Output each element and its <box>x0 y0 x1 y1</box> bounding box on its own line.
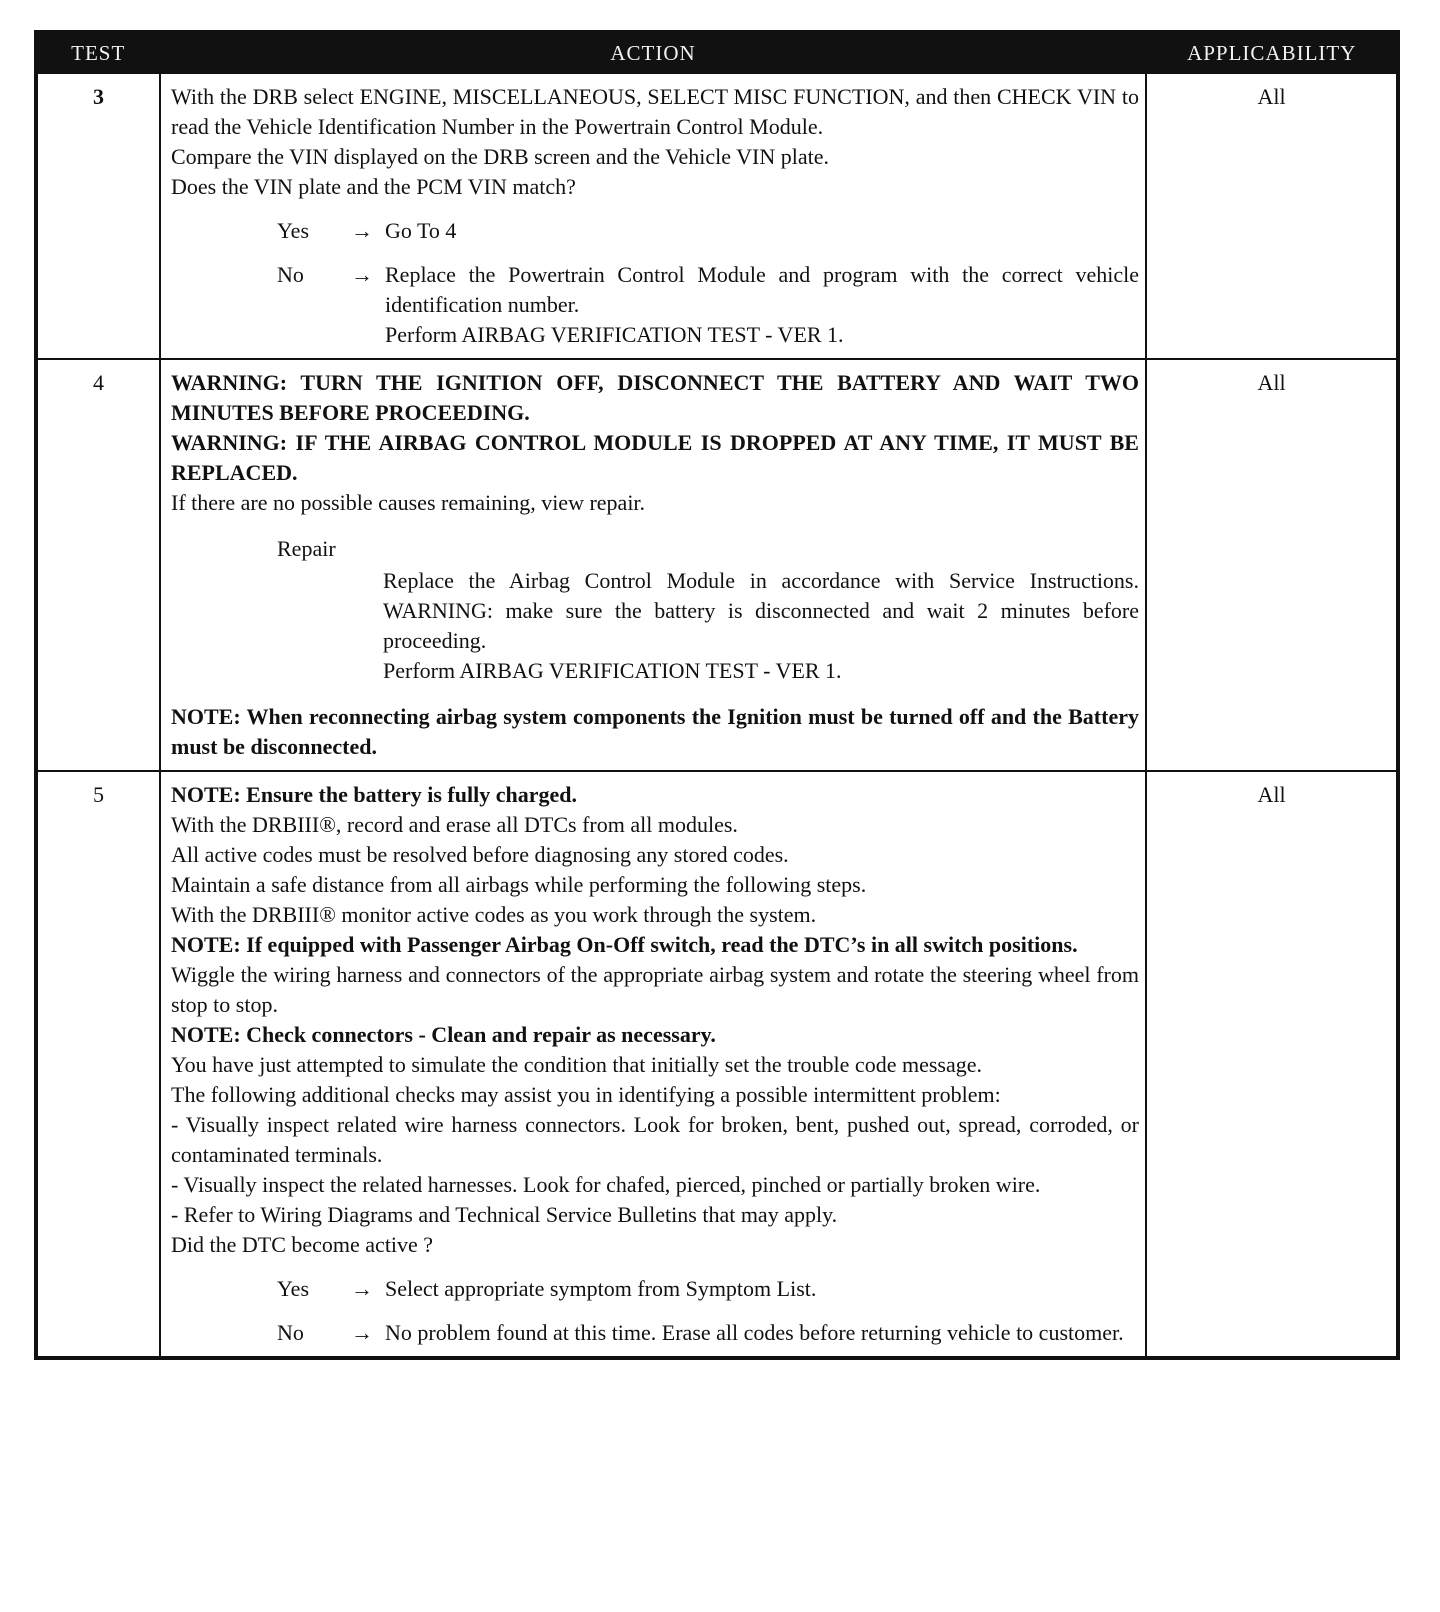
yes-branch <box>171 1274 1139 1304</box>
warning-text: WARNING: IF THE AIRBAG CONTROL MODULE IS DROPPED AT ANY TIME, IT MUST BE REPLACED. <box>171 430 1139 485</box>
yes-branch <box>171 216 1139 246</box>
action-line: Did the DTC become active ? <box>171 1232 434 1257</box>
warning-text: WARNING: TURN THE IGNITION OFF, DISCONNECT THE BATTERY AND WAIT TWO MINUTES BEFORE PROCEEDING. <box>171 370 1139 425</box>
action-line: If there are no possible causes remaining, view repair. <box>171 490 646 515</box>
test-number: 3 <box>36 73 160 359</box>
applicability: All <box>1146 359 1398 771</box>
arrow-icon: → <box>351 218 373 243</box>
action-line: All active codes must be resolved before diagnosing any stored codes. <box>171 842 789 867</box>
no-text: Replace the Powertrain Control Module and program with the correct vehicle identification number. <box>385 262 1139 317</box>
table-header-row <box>36 32 1398 73</box>
action-line: With the DRBIII® monitor active codes as you work through the system. <box>171 902 817 927</box>
yes-label: Yes <box>277 218 310 243</box>
table-row <box>36 73 1398 359</box>
no-text: Perform AIRBAG VERIFICATION TEST - VER 1. <box>385 322 844 347</box>
action-line: - Visually inspect the related harnesses. Look for chafed, pierced, pinched or partially broken wire. <box>171 1172 1041 1197</box>
action-line: Does the VIN plate and the PCM VIN match? <box>171 174 576 199</box>
action-line: Maintain a safe distance from all airbags while performing the following steps. <box>171 872 867 897</box>
header-action: ACTION <box>160 32 1146 73</box>
yes-label: Yes <box>277 1276 310 1301</box>
procedure-table <box>34 30 1400 1360</box>
test-number: 5 <box>36 771 160 1358</box>
action-line: With the DRB select ENGINE, MISCELLANEOUS, SELECT MISC FUNCTION, and then CHECK VIN to read the Vehicle Identification Number in the Powertrain Control Module. <box>171 84 1139 139</box>
yes-text: Go To 4 <box>385 218 457 243</box>
note-text: NOTE: Check connectors - Clean and repair as necessary. <box>171 1022 716 1047</box>
note-text: NOTE: Ensure the battery is fully charged. <box>171 782 577 807</box>
no-branch <box>171 1318 1139 1348</box>
note-text: NOTE: When reconnecting airbag system components the Ignition must be turned off and the Battery must be disconnected. <box>171 704 1139 759</box>
repair-label: Repair <box>277 536 336 561</box>
header-test: TEST <box>36 32 160 73</box>
no-text: No problem found at this time. Erase all codes before returning vehicle to customer. <box>385 1320 1124 1345</box>
note-text: NOTE: If equipped with Passenger Airbag On-Off switch, read the DTC’s in all switch positions. <box>171 932 1078 957</box>
arrow-icon: → <box>351 262 373 287</box>
applicability: All <box>1146 73 1398 359</box>
no-branch <box>171 260 1139 350</box>
arrow-icon: → <box>351 1320 373 1345</box>
arrow-icon: → <box>351 1276 373 1301</box>
action-line: - Refer to Wiring Diagrams and Technical Service Bulletins that may apply. <box>171 1202 838 1227</box>
header-applicability: APPLICABILITY <box>1146 32 1398 73</box>
table-row <box>36 359 1398 771</box>
action-line: You have just attempted to simulate the condition that initially set the trouble code message. <box>171 1052 982 1077</box>
test-number: 4 <box>36 359 160 771</box>
no-label: No <box>277 1320 304 1345</box>
action-line: Compare the VIN displayed on the DRB screen and the Vehicle VIN plate. <box>171 144 830 169</box>
action-line: The following additional checks may assist you in identifying a possible intermittent problem: <box>171 1082 1001 1107</box>
action-cell <box>160 359 1146 771</box>
action-line: With the DRBIII®, record and erase all DTCs from all modules. <box>171 812 738 837</box>
repair-text: Replace the Airbag Control Module in accordance with Service Instructions. WARNING: make sure the battery is disconnected and wait 2 minutes before proceeding. <box>383 568 1139 653</box>
yes-text: Select appropriate symptom from Symptom List. <box>385 1276 817 1301</box>
action-cell <box>160 73 1146 359</box>
action-cell <box>160 771 1146 1358</box>
table-row <box>36 771 1398 1358</box>
no-label: No <box>277 262 304 287</box>
action-line: Wiggle the wiring harness and connectors of the appropriate airbag system and rotate the steering wheel from stop to stop. <box>171 962 1139 1017</box>
repair-text: Perform AIRBAG VERIFICATION TEST - VER 1. <box>383 658 842 683</box>
applicability: All <box>1146 771 1398 1358</box>
action-line: - Visually inspect related wire harness connectors. Look for broken, bent, pushed out, spread, corroded, or contaminated terminals. <box>171 1112 1139 1167</box>
